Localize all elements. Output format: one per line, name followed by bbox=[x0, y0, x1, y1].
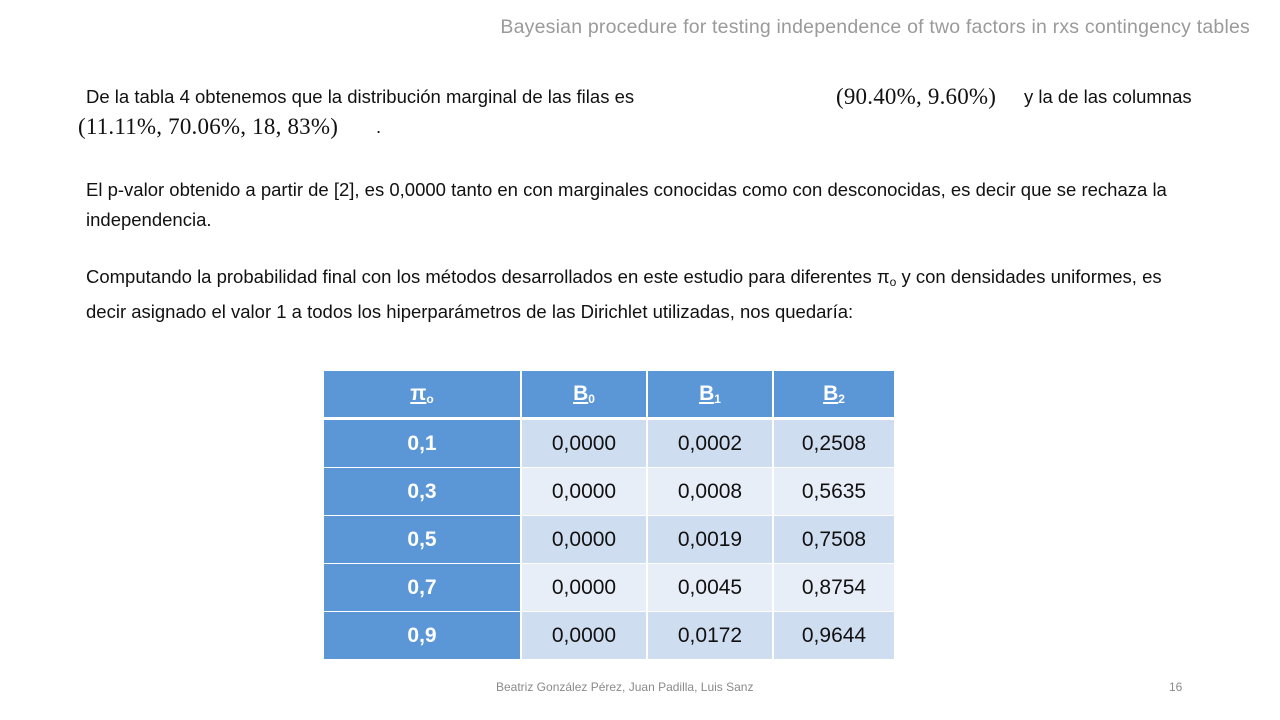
table-row bbox=[323, 564, 895, 612]
cell-b1: 0,0045 bbox=[647, 564, 773, 612]
row-header-pi: 0,1 bbox=[323, 419, 521, 468]
page-number: 16 bbox=[1169, 680, 1183, 694]
cell-b0: 0,0000 bbox=[521, 419, 647, 468]
slide-header-title: Bayesian procedure for testing independence of two factors in rxs contingency tables bbox=[500, 16, 1250, 38]
cell-b0: 0,0000 bbox=[521, 468, 647, 516]
row-header-pi: 0,7 bbox=[323, 564, 521, 612]
paragraph-final-probability bbox=[86, 262, 1186, 327]
table-row bbox=[323, 612, 895, 660]
cell-b2: 0,7508 bbox=[773, 516, 895, 564]
cell-b1: 0,0019 bbox=[647, 516, 773, 564]
cell-b2: 0,2508 bbox=[773, 419, 895, 468]
marginals-text-cols: y la de las columnas bbox=[1024, 86, 1192, 107]
cell-b2: 0,8754 bbox=[773, 564, 895, 612]
cell-b0: 0,0000 bbox=[521, 564, 647, 612]
column-marginals-formula: (11.11%, 70.06%, 18, 83%) bbox=[78, 114, 339, 139]
cell-b1: 0,0002 bbox=[647, 419, 773, 468]
table-header-row bbox=[323, 371, 895, 419]
cell-b1: 0,0008 bbox=[647, 468, 773, 516]
final-probability-text-b: y con densidades uniformes, es decir asignado el valor 1 a todos los hiperparámetros de las Dirichlet utilizadas, nos quedaría: bbox=[86, 266, 1162, 322]
table-row bbox=[323, 419, 895, 468]
table-row bbox=[323, 516, 895, 564]
column-header-b0: $B_0$ bbox=[521, 371, 647, 419]
row-header-pi: 0,3 bbox=[323, 468, 521, 516]
paragraph-p-value: El p-valor obtenido a partir de [2], es 0,0000 tanto en con marginales conocidas como con desconocidas, es decir que se rechaza la independencia. bbox=[86, 179, 1167, 230]
sentence-period: . bbox=[376, 116, 382, 137]
marginals-text-rows: De la tabla 4 obtenemos que la distribución marginal de las filas es bbox=[86, 86, 635, 107]
cell-b0: 0,0000 bbox=[521, 612, 647, 660]
row-header-pi: 0,9 bbox=[323, 612, 521, 660]
cell-b2: 0,9644 bbox=[773, 612, 895, 660]
column-header-b1: $B_1$ bbox=[647, 371, 773, 419]
row-marginals-formula: (90.40%, 9.60%) bbox=[836, 84, 997, 109]
row-header-pi: 0,5 bbox=[323, 516, 521, 564]
column-header-b2: $B_2$ bbox=[773, 371, 895, 419]
pi-subscript: o bbox=[889, 275, 897, 289]
footer-authors: Beatriz González Pérez, Juan Padilla, Luis Sanz bbox=[496, 680, 754, 694]
cell-b0: 0,0000 bbox=[521, 516, 647, 564]
cell-b2: 0,5635 bbox=[773, 468, 895, 516]
results-table bbox=[322, 371, 896, 660]
paragraph-marginals bbox=[78, 82, 1192, 139]
final-probability-text-a: Computando la probabilidad final con los métodos desarrollados en este estudio para diferentes π bbox=[86, 266, 890, 287]
cell-b1: 0,0172 bbox=[647, 612, 773, 660]
column-header-pi: $\pi_o$ bbox=[323, 371, 521, 419]
table-row bbox=[323, 468, 895, 516]
